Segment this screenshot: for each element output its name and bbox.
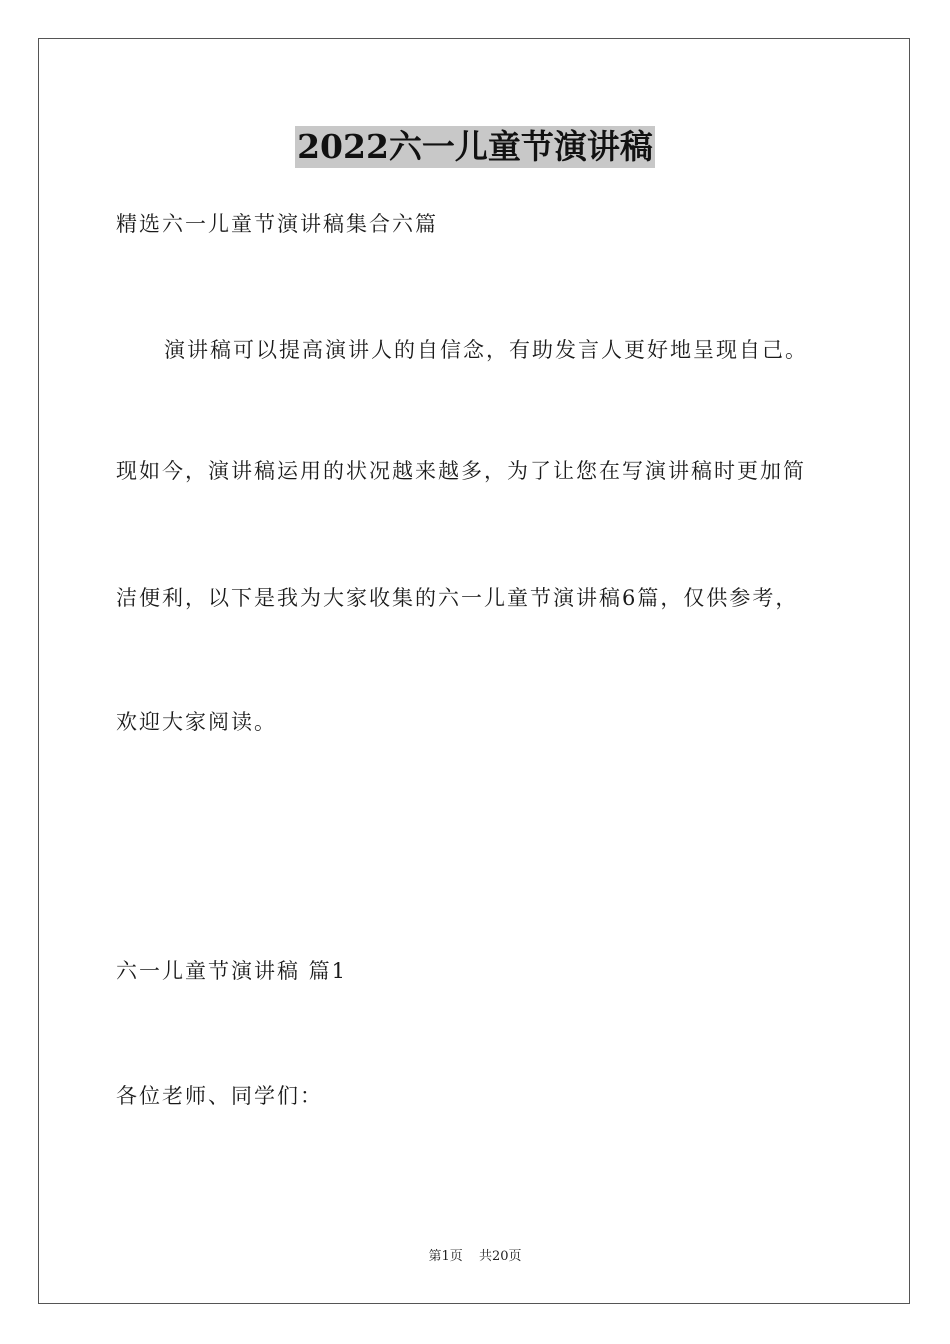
greeting: 各位老师、同学们： xyxy=(116,1084,323,1108)
intro-line-4: 欢迎大家阅读。 xyxy=(116,710,277,734)
page-footer xyxy=(0,1248,950,1266)
title-container xyxy=(0,126,950,168)
intro-line-3: 洁便利，以下是我为大家收集的六一儿童节演讲稿6篇，仅供参考， xyxy=(116,586,799,610)
intro-line-2: 现如今，演讲稿运用的状况越来越多，为了让您在写演讲稿时更加简 xyxy=(116,459,806,483)
page-number: 第1页 xyxy=(428,1249,463,1264)
intro-line-1: 演讲稿可以提高演讲人的自信念，有助发言人更好地呈现自己。 xyxy=(164,338,808,362)
document-subtitle: 精选六一儿童节演讲稿集合六篇 xyxy=(116,212,438,236)
page-total: 共20页 xyxy=(478,1249,522,1264)
document-title: 2022六一儿童节演讲稿 xyxy=(297,127,653,166)
section-heading: 六一儿童节演讲稿 篇1 xyxy=(116,959,348,983)
